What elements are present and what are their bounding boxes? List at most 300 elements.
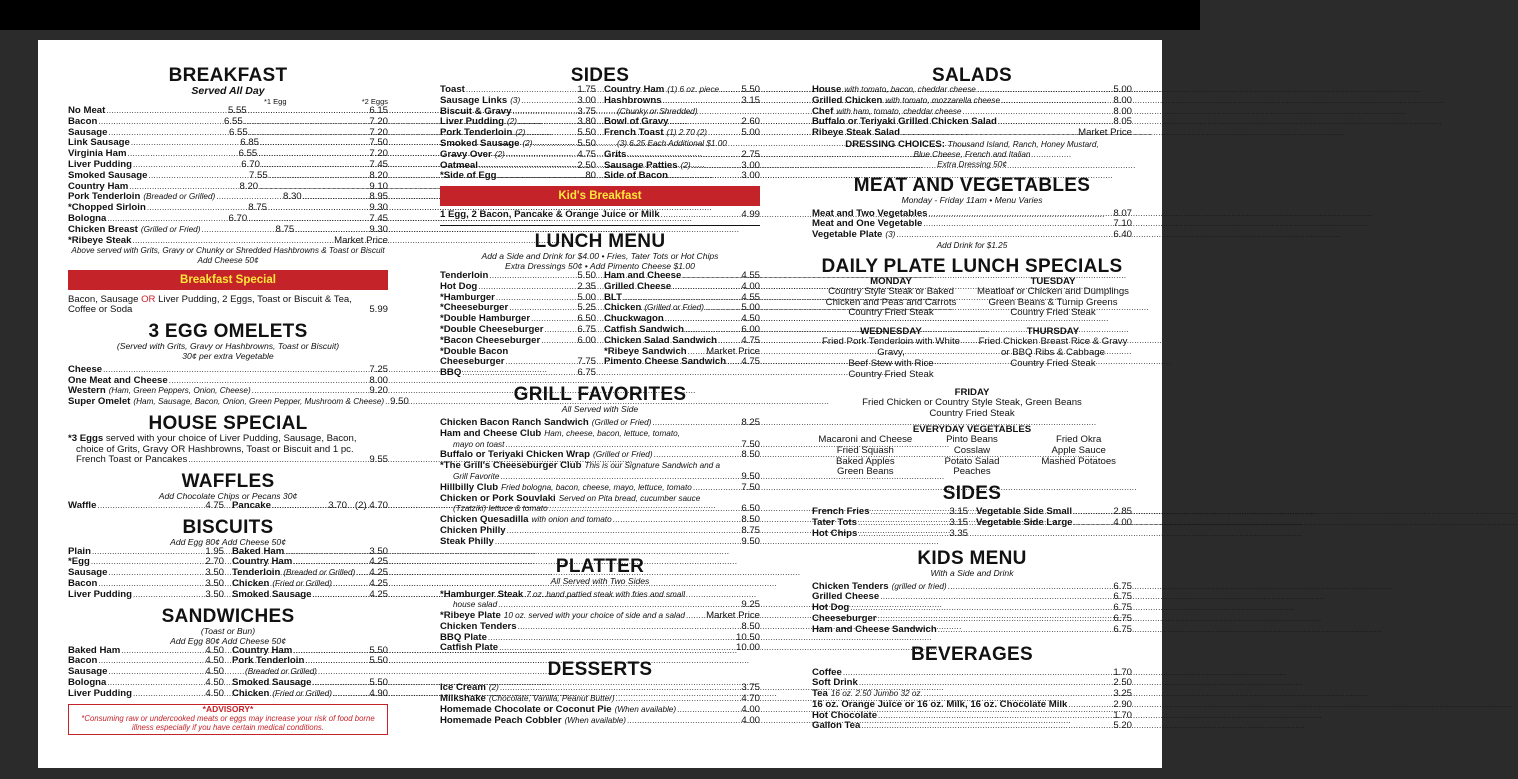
item-name: Plain xyxy=(68,545,91,557)
item-price: 5.50 xyxy=(577,127,596,139)
item-price: 4.00 xyxy=(1113,516,1132,528)
item-note: Served on Pita bread, cucumber sauce xyxy=(558,493,701,503)
menu-item-row xyxy=(68,376,388,387)
item-price: 3.80 xyxy=(577,116,596,128)
item-price: 6.00 xyxy=(741,323,760,335)
item-price: 4.50 xyxy=(205,676,224,688)
menu-item-row xyxy=(604,150,760,161)
menu-item-row xyxy=(812,668,1132,679)
item-price: 6.75 xyxy=(577,367,596,379)
item-price: 1.95 xyxy=(205,545,224,557)
meatveg-list xyxy=(812,209,1132,241)
item-price: 2.35 xyxy=(577,280,596,292)
item-note: (When available) xyxy=(614,704,677,714)
item-price: 4.50 xyxy=(741,313,760,325)
sandwiches-title: SANDWICHES xyxy=(161,605,295,627)
item-price: 5.00 xyxy=(741,302,760,314)
biscuits-right xyxy=(232,547,388,601)
item-note: This is our Signature Sandwich and a xyxy=(584,461,721,471)
menu-item-row xyxy=(440,282,596,293)
item-note: (Ham, Green Peppers, Onion, Cheese) xyxy=(108,386,251,396)
item-price-one-egg: 6.55 xyxy=(229,126,248,138)
item-note: (grilled or fried) xyxy=(891,581,947,591)
item-note: (Chocolate, Vanilla, Peanut Butter) xyxy=(488,694,615,704)
vegetable-item: Fried Okra xyxy=(1055,433,1102,445)
kids-breakfast-banner: Kid's Breakfast xyxy=(440,186,760,206)
item-price: 4.55 xyxy=(741,269,760,281)
breakfast-special-text: Bacon, Sausage OR Liver Pudding, 2 Eggs, Toast or Biscuit & Tea, xyxy=(68,293,352,305)
item-name: *Cheeseburger xyxy=(440,302,509,314)
item-name: Buffalo or Teriyaki Grilled Chicken Salad xyxy=(812,116,997,128)
item-name: Bologna xyxy=(68,676,107,688)
item-price: 8.75 xyxy=(741,524,760,536)
menu-item-row xyxy=(440,429,760,440)
item-price: 3.15 xyxy=(949,506,968,518)
item-name: *Double Hamburger xyxy=(440,313,531,325)
menu-page xyxy=(38,40,1162,768)
item-name: No Meat xyxy=(68,105,106,116)
item-price: 6.75 xyxy=(1113,623,1132,635)
item-price: 6.00 xyxy=(577,334,596,346)
dressing-choices: DRESSING CHOICES: Thousand Island, Ranch, Honey Mustard, xyxy=(845,138,1099,150)
ribeye-steak-row: *Ribeye Steak ..... Market Price xyxy=(68,236,388,247)
menu-item-row xyxy=(604,336,760,347)
thursday-block: THURSDAY Fried Chicken Breast Rice & Gravy or BBQ Ribs & Cabbage Country Fried Steak xyxy=(978,326,1128,369)
item-name: Hot Dog xyxy=(812,602,850,614)
item-name: *The Grill's Cheeseburger Club xyxy=(440,460,582,472)
item-price: 3.50 xyxy=(205,588,224,600)
item-name: Pork Tenderloin xyxy=(440,127,513,139)
item-name: *Hamburger Steak xyxy=(440,588,524,600)
vegetable-item xyxy=(1025,467,1132,478)
menu-item-row xyxy=(68,225,388,236)
grill-sub: All Served with Side xyxy=(561,403,639,414)
grill-list xyxy=(440,418,760,548)
item-price: 1.70 xyxy=(1113,709,1132,721)
item-name: Sausage Links xyxy=(440,94,508,106)
menu-item-row xyxy=(440,461,760,472)
item-name: Catfish Plate xyxy=(440,642,499,654)
menu-item-row xyxy=(68,171,388,182)
everyday-veg-grid xyxy=(812,435,1132,478)
item-price: 2.75 xyxy=(741,148,760,160)
vegetable-item: Green Beans xyxy=(837,466,894,478)
item-name: Cheese xyxy=(68,363,103,375)
item-price: 5.00 xyxy=(741,127,760,139)
omelets-sub1: (Served with Grits, Gravy or Hashbrowns, Toast or Biscuit) xyxy=(116,340,340,351)
item-price: 4.75 xyxy=(741,356,760,368)
wednesday-block: WEDNESDAY Fried Pork Tenderloin with White Gravy, Beef Stew with Rice Country Fried Steak xyxy=(822,326,960,380)
item-name: Chicken Philly xyxy=(440,524,506,536)
menu-item-row xyxy=(812,128,1132,139)
item-name: Grits xyxy=(604,148,627,160)
item-note: 16 oz. 2.50 Jumbo 32 oz. xyxy=(830,689,923,699)
menu-item-row xyxy=(440,336,596,347)
item-price-one-egg: 8.30 xyxy=(282,191,302,203)
item-note: (2) xyxy=(488,683,499,693)
item-price-two-eggs: 7.45 xyxy=(369,158,388,170)
item-name: Chicken Tenders xyxy=(812,580,889,592)
item-price: 2.60 xyxy=(741,116,760,128)
item-name: French Fries xyxy=(812,506,870,518)
item-name: Pork Tenderloin xyxy=(232,655,305,667)
breakfast-subtitle: Served All Day xyxy=(191,85,265,97)
kids-sub: With a Side and Drink xyxy=(930,567,1014,578)
item-name: Country Ham xyxy=(232,556,293,568)
menu-item-row xyxy=(440,494,760,505)
item-name: *Double Cheeseburger xyxy=(440,323,544,335)
daily-title: DAILY PLATE LUNCH SPECIALS xyxy=(821,255,1123,277)
item-name: Tea xyxy=(812,688,828,700)
item-note: (Breaded or Grilled) xyxy=(143,192,216,202)
lunch-left xyxy=(440,271,596,379)
item-note: (2) xyxy=(494,149,505,159)
item-price-one-egg: 6.70 xyxy=(241,158,260,170)
item-price: 3.50 xyxy=(369,545,388,557)
meatveg-sub: Monday - Friday 11am • Menu Varies xyxy=(901,194,1043,205)
breakfast-special-price-row: Coffee or Soda 5.99 xyxy=(68,303,388,315)
item-price: 4.50 xyxy=(205,644,224,656)
item-price: 6.75 xyxy=(1113,580,1132,592)
item-price-two-eggs: 9.30 xyxy=(369,223,388,235)
omelets-list xyxy=(68,363,409,408)
vegetable-item: Baked Apples xyxy=(835,455,895,467)
item-name: Ham and Cheese Sandwich xyxy=(812,623,937,635)
item-price-two-eggs: 9.30 xyxy=(369,202,389,214)
item-price-two-eggs: 8.95 xyxy=(369,191,389,203)
item-name: Chicken or Pork Souvlaki xyxy=(440,492,556,504)
item-price: 10.50 xyxy=(735,631,760,643)
item-name: Oatmeal xyxy=(440,159,478,171)
dressing-extra: Extra Dressing 50¢ xyxy=(937,159,1007,169)
item-price: 6.75 xyxy=(577,323,596,335)
item-name: Cheeseburger xyxy=(812,612,877,624)
item-name: Baked Ham xyxy=(68,644,121,656)
item-name: French Toast xyxy=(604,127,664,139)
breakfast-footer: Above served with Grits, Gravy or Chunky or Shredded Hashbrowns & Toast or Biscuit xyxy=(71,246,385,256)
item-note: (Grilled or Fried) xyxy=(592,450,653,460)
sandwiches-sub1: (Toast or Bun) xyxy=(200,625,256,636)
item-name: Virginia Ham xyxy=(68,148,127,160)
menu-item-row xyxy=(440,643,760,654)
menu-item-row xyxy=(440,357,596,368)
item-name: BBQ Plate xyxy=(440,631,487,643)
item-name: *Ribeye Sandwich xyxy=(604,345,687,357)
item-price: 3.25 xyxy=(1113,688,1132,700)
item-name: Chicken Tenders xyxy=(440,620,517,632)
item-name: Chicken Quesadilla xyxy=(440,514,529,526)
sides2-left xyxy=(812,507,968,539)
menu-item-row xyxy=(440,171,596,182)
item-name: Grilled Chicken xyxy=(812,94,883,106)
item-name: Vegetable Side Small xyxy=(976,506,1072,518)
menu-item-row xyxy=(604,171,760,182)
menu-item-row xyxy=(812,678,1132,689)
item-name: Chicken xyxy=(232,577,270,589)
item-price: 4.75 xyxy=(741,334,760,346)
item-price: 5.20 xyxy=(1113,720,1132,732)
item-note: (2) xyxy=(506,117,517,127)
item-name: Homemade Peach Cobbler xyxy=(440,714,562,726)
item-price: 9.50 xyxy=(741,470,760,482)
item-note: (Tzatziki) lettuce & tomato xyxy=(453,504,548,514)
item-price: 4.25 xyxy=(369,588,388,600)
item-name: Baked Ham xyxy=(232,545,285,557)
item-note: (Grilled or Fried) xyxy=(140,224,201,234)
item-price: 9.20 xyxy=(369,385,388,397)
menu-item-row xyxy=(440,368,596,379)
item-name: Liver Pudding xyxy=(68,588,132,600)
item-price: 1.70 xyxy=(1113,666,1132,678)
waffle-row: Waffle ..... 4.75 xyxy=(68,501,224,512)
item-note: Grill Favorite xyxy=(453,471,500,481)
item-name: Gravy Over xyxy=(440,148,492,160)
lunch-sub1: Add a Side and Drink for $4.00 • Fries, Tater Tots or Hot Chips xyxy=(481,250,719,261)
item-price-two-eggs: 7.20 xyxy=(369,115,389,127)
menu-item-row xyxy=(440,590,760,601)
item-price-two-eggs: 7.50 xyxy=(369,137,389,149)
breakfast-list xyxy=(68,106,388,236)
item-name: Liver Pudding xyxy=(68,687,132,699)
item-price: 5.50 xyxy=(577,269,596,281)
item-price: 4.00 xyxy=(741,703,760,715)
item-name: *Bacon Cheeseburger xyxy=(440,334,541,346)
menu-item-row xyxy=(440,622,760,633)
item-price: Market Price xyxy=(1078,127,1132,139)
item-note: with tomato, mozzarella cheese xyxy=(885,95,1001,105)
kids-list xyxy=(812,582,1132,636)
item-name: Smoked Sausage xyxy=(232,676,312,688)
item-name: Smoked Sausage xyxy=(440,137,520,149)
item-price-one-egg: 8.75 xyxy=(275,223,295,235)
item-price: 8.07 xyxy=(1113,207,1132,219)
tuesday-block: TUESDAY Meatloaf or Chicken and Dumplings Green Beans & Turnip Greens Country Fried Steak xyxy=(977,275,1129,319)
item-name: Chuckwagon xyxy=(604,313,664,325)
vegetable-item: Pinto Beans xyxy=(946,433,998,445)
item-name: Homemade Chocolate or Coconut Pie xyxy=(440,703,612,715)
item-price: 4.50 xyxy=(205,655,224,667)
item-note: (3) 6.25 Each Additional $1.00 xyxy=(617,138,727,148)
item-name: *Side of Egg xyxy=(440,170,497,182)
item-price: 6.40 xyxy=(1113,229,1132,241)
item-price: 3.50 xyxy=(205,577,224,589)
item-name: Bacon xyxy=(68,115,98,127)
item-name: Tenderloin xyxy=(440,269,489,281)
item-name: Hot Chips xyxy=(812,527,858,539)
menu-item-row xyxy=(68,590,224,601)
vegetable-item: Macaroni and Cheese xyxy=(818,433,913,445)
menu-item-row xyxy=(68,396,409,408)
biscuits-left xyxy=(68,547,224,601)
item-name: Chicken xyxy=(232,687,270,699)
item-name: Hashbrowns xyxy=(604,94,662,106)
platter-sub: All Served with Two Sides xyxy=(550,575,650,586)
vegetable-item: Peaches xyxy=(953,466,991,478)
item-price: 5.50 xyxy=(577,137,596,149)
item-price: 4.50 xyxy=(205,687,224,699)
menu-item-row xyxy=(232,590,388,601)
item-name: Ribeye Steak Salad xyxy=(812,127,900,139)
item-name: *Chopped Sirloin xyxy=(68,202,146,214)
item-name: Tater Tots xyxy=(812,516,857,528)
item-note: (Grilled or Fried) xyxy=(644,303,704,313)
house-special-title: HOUSE SPECIAL xyxy=(148,412,308,434)
item-name: Super Omelet xyxy=(68,396,131,408)
item-name: Hot Chocolate xyxy=(812,709,878,721)
vegetable-item: Fried Squash xyxy=(836,444,894,456)
item-note: with ham, tomato, cheddar cheese xyxy=(836,106,962,116)
menu-item-row xyxy=(440,683,760,694)
item-name: One Meat and Cheese xyxy=(68,374,168,386)
item-name: Buffalo or Teriyaki Chicken Wrap xyxy=(440,449,590,461)
waffles-sub: Add Chocolate Chips or Pecans 30¢ xyxy=(158,490,298,501)
item-name: Bacon xyxy=(68,577,98,589)
vegetable-item: Cosslaw xyxy=(953,444,991,456)
advisory-box xyxy=(68,704,388,736)
item-note: (1) 6 oz. piece xyxy=(667,85,720,94)
item-price: .80 xyxy=(582,170,596,182)
item-price: 8.05 xyxy=(1113,116,1132,128)
everyday-veg-title: EVERYDAY VEGETABLES xyxy=(912,423,1032,435)
item-price: 3.00 xyxy=(577,94,596,106)
item-price: 1.75 xyxy=(577,84,596,95)
menu-item-row xyxy=(604,139,760,150)
item-name: Cheeseburger xyxy=(440,356,505,368)
item-note: house salad xyxy=(453,600,498,610)
item-price: 5.50 xyxy=(369,644,388,656)
two-egg-header: *2 Eggs xyxy=(361,97,388,106)
item-price: 4.90 xyxy=(369,687,388,699)
item-price: 2.50 xyxy=(1113,677,1132,689)
item-name: Milkshake xyxy=(440,693,486,705)
menu-item-row xyxy=(812,711,1132,722)
item-note: 7 oz. hand pattied steak with fries and small xyxy=(526,589,686,599)
breakfast-title: BREAKFAST xyxy=(168,65,288,86)
item-price: 5.50 xyxy=(369,676,388,688)
friday-block: FRIDAY Fried Chicken or Country Style Steak, Green Beans Country Fried Steak xyxy=(862,387,1082,420)
item-price: 4.50 xyxy=(205,666,224,678)
item-price: 6.50 xyxy=(577,313,596,325)
item-name: *Double Bacon xyxy=(440,345,509,357)
item-price: 3.15 xyxy=(949,516,968,528)
item-note: (When available) xyxy=(564,715,626,725)
meatveg-title: MEAT AND VEGETABLES xyxy=(853,174,1091,196)
menu-item-row xyxy=(604,96,760,107)
item-price-two-eggs: 7.20 xyxy=(369,126,388,138)
item-name: Country Ham xyxy=(68,180,129,192)
salads-list xyxy=(812,85,1132,139)
item-name: Liver Pudding xyxy=(440,116,504,128)
item-name: Meat and One Vegetable xyxy=(812,218,923,230)
item-price-two-eggs: 7.20 xyxy=(369,148,389,160)
pancake-row: Pancake ..... 3.70 (2) 4.70 xyxy=(232,501,388,512)
item-price: 4.25 xyxy=(369,556,388,568)
item-price-one-egg: 6.85 xyxy=(240,137,259,149)
menu-item-row xyxy=(812,230,1132,241)
item-name: Smoked Sausage xyxy=(232,588,312,600)
menu-item-row xyxy=(812,721,1132,732)
breakfast-cheese: Add Cheese 50¢ xyxy=(197,256,259,266)
desserts-list xyxy=(440,683,760,726)
menu-item-row xyxy=(812,592,1132,603)
item-name: Sausage xyxy=(68,666,108,678)
menu-item-row xyxy=(68,547,224,558)
sandwiches-sub2: Add Egg 80¢ Add Cheese 50¢ xyxy=(170,635,286,646)
sides-top-right xyxy=(604,85,760,182)
desserts-title: DESSERTS xyxy=(547,659,653,681)
vegetable-item: Potato Salad xyxy=(944,455,1000,467)
menu-item-row xyxy=(812,625,1132,636)
item-name: Steak Philly xyxy=(440,535,494,547)
item-note: (2) xyxy=(515,128,526,138)
sandwiches-right xyxy=(232,646,388,700)
item-note: (Chunky or Shredded) xyxy=(617,106,698,116)
item-name: Ham and Cheese Club xyxy=(440,427,542,439)
item-price: 6.75 xyxy=(1113,602,1132,614)
sides2-right xyxy=(976,507,1132,539)
menu-item-row xyxy=(440,716,760,727)
item-name: Grilled Cheese xyxy=(812,591,880,603)
item-name: Toast xyxy=(440,84,465,95)
menu-item-row xyxy=(976,518,1132,529)
item-price: 7.10 xyxy=(1113,218,1132,230)
item-price: 3.00 xyxy=(741,159,760,171)
lunch-right xyxy=(604,271,760,379)
item-name: *Ribeye Plate xyxy=(440,610,501,622)
item-name: Coffee xyxy=(812,666,842,678)
item-price-one-egg: 6.55 xyxy=(238,148,258,160)
viewer-top-bar xyxy=(0,0,1200,30)
grill-title: GRILL FAVORITES xyxy=(513,383,687,405)
kids-breakfast-row: 1 Egg, 2 Bacon, Pancake & Orange Juice or Milk ..... 4.99 xyxy=(440,210,760,221)
item-price: 3.50 xyxy=(205,567,224,579)
item-name: Link Sausage xyxy=(68,137,130,149)
item-price-one-egg: 6.55 xyxy=(223,115,243,127)
menu-item-row xyxy=(440,483,760,494)
omelets-sub2: 30¢ per extra Vegetable xyxy=(182,350,274,361)
item-name: Catfish Sandwich xyxy=(604,323,684,335)
item-price-one-egg: 8.75 xyxy=(248,202,267,214)
item-price: 8.50 xyxy=(741,620,760,632)
sides-top-title: SIDES xyxy=(570,65,630,86)
omelets-title: 3 EGG OMELETS xyxy=(148,320,308,342)
item-name: Side of Bacon xyxy=(604,170,668,182)
item-name: Chicken Breast xyxy=(68,223,138,235)
item-name: Hot Dog xyxy=(440,280,478,292)
item-name: *Egg xyxy=(68,556,90,568)
item-price: 9.50 xyxy=(390,396,409,408)
item-name: BLT xyxy=(604,291,622,303)
item-price: 7.50 xyxy=(741,481,760,493)
item-name: Biscuit & Gravy xyxy=(440,105,512,117)
menu-item-row xyxy=(440,150,596,161)
sandwiches-left xyxy=(68,646,224,700)
daily-days-2 xyxy=(812,326,1132,380)
item-name: Chicken Salad Sandwich xyxy=(604,334,718,346)
item-price: Market Price xyxy=(706,610,760,622)
one-egg-header: *1 Egg xyxy=(264,97,287,106)
item-note: (3) xyxy=(510,95,521,105)
item-name: Soft Drink xyxy=(812,677,858,689)
item-price: 7.25 xyxy=(369,363,388,375)
item-price: 2.85 xyxy=(1113,506,1132,518)
item-name: Western xyxy=(68,385,106,397)
item-price: 8.50 xyxy=(741,449,760,461)
house-special-line2: choice of Grits, Gravy OR Hashbrowns, Toast or Biscuit and 1 pc. xyxy=(76,443,354,455)
item-name: Chef xyxy=(812,105,834,117)
item-note: (2) xyxy=(680,160,691,170)
menu-item-row xyxy=(68,689,224,700)
